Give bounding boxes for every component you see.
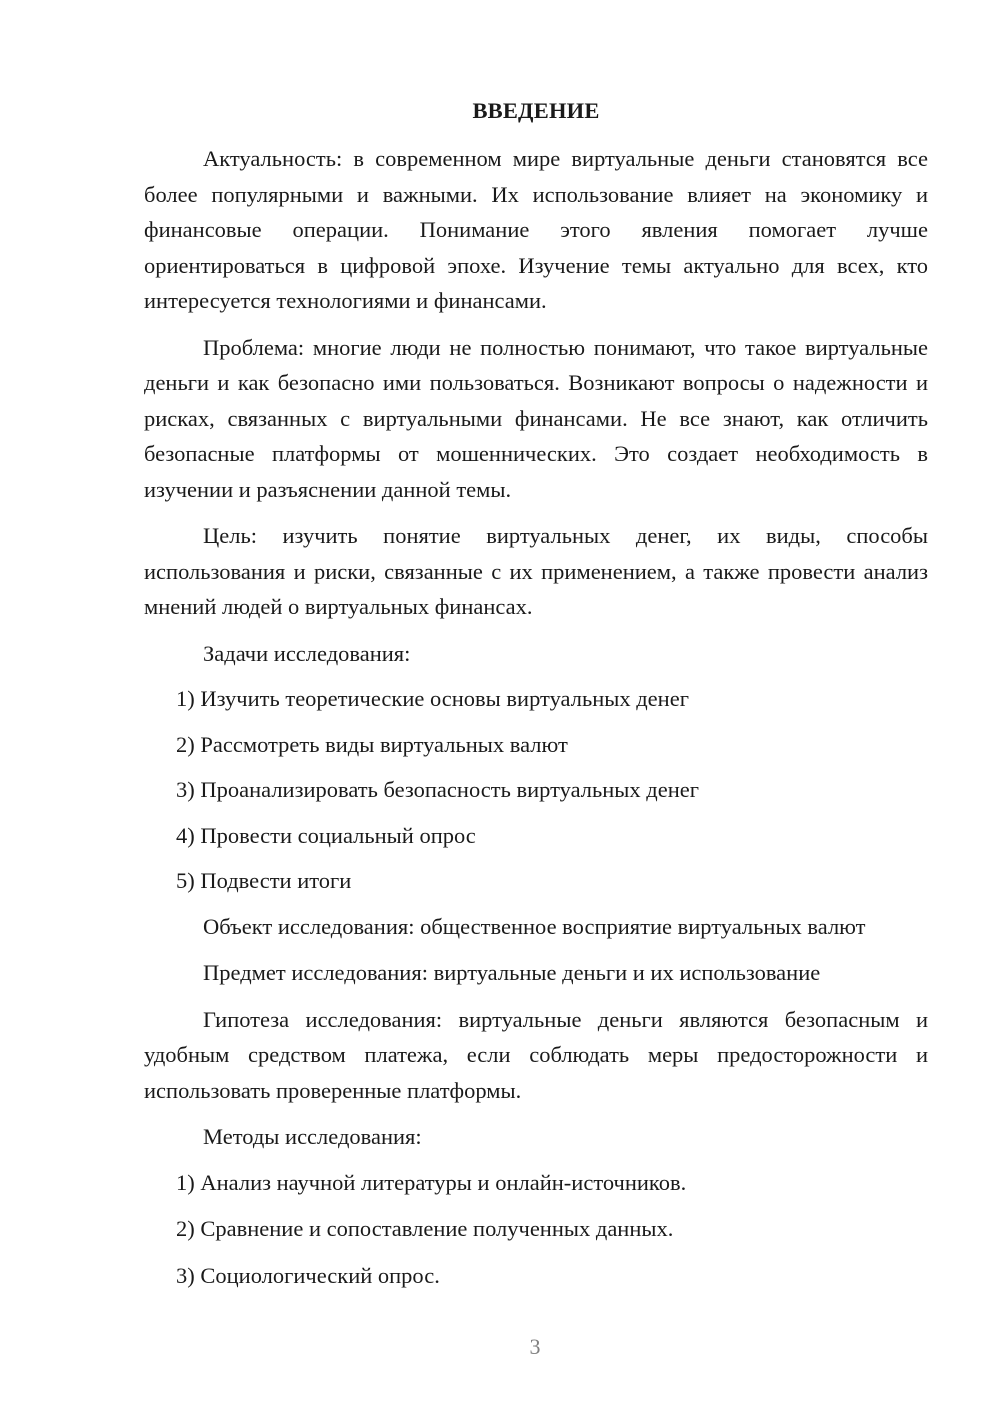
- subject-paragraph: Предмет исследования: виртуальные деньги и их использование: [203, 960, 821, 985]
- task-item: 2) Рассмотреть виды виртуальных валют: [176, 731, 568, 757]
- methods-heading: Методы исследования:: [203, 1124, 422, 1149]
- task-item: 5) Подвести итоги: [176, 868, 352, 893]
- document-page: [144, 96, 928, 1304]
- object-paragraph: Объект исследования: общественное восприятие виртуальных валют: [203, 913, 866, 939]
- task-item: 4) Провести социальный опрос: [176, 822, 476, 848]
- methods-list: [144, 1165, 928, 1294]
- tasks-heading: Задачи исследования:: [203, 640, 411, 666]
- problem-paragraph: Проблема: многие люди не полностью понимают, что такое виртуальные деньги и как безопасно ими пользоваться. Возникают вопросы о надежности и рисках, связанных с виртуальными финансами. Не все знают, как отличить безопасные платформы от мошеннических. Это создает необходимость в изучении и разъяснении данной темы.: [144, 334, 928, 502]
- tasks-list: [144, 681, 928, 899]
- hypothesis-paragraph: Гипотеза исследования: виртуальные деньги являются безопасным и удобным средством платежа, если соблюдать меры предосторожности и использовать проверенные платформы.: [144, 1006, 928, 1103]
- goal-paragraph: Цель: изучить понятие виртуальных денег, их виды, способы использования и риски, связанные с их применением, а также провести анализ мнений людей о виртуальных финансах.: [144, 523, 928, 619]
- task-item: 3) Проанализировать безопасность виртуальных денег: [176, 777, 699, 802]
- section-title: ВВЕДЕНИЕ: [472, 98, 600, 123]
- method-item: 1) Анализ научной литературы и онлайн-источников.: [176, 1169, 687, 1195]
- relevance-paragraph: Актуальность: в современном мире виртуальные деньги становятся все более популярными и важными. Их использование влияет на экономику и финансовые операции. Понимание этого явления помогает лучше ориентироваться в цифровой эпохе. Изучение темы актуально для всех, кто интересуется технологиями и финансами.: [144, 146, 928, 313]
- page-number: 3: [529, 1334, 541, 1359]
- method-item: 3) Социологический опрос.: [176, 1262, 440, 1288]
- method-item: 2) Сравнение и сопоставление полученных данных.: [176, 1216, 674, 1241]
- task-item: 1) Изучить теоретические основы виртуальных денег: [176, 686, 689, 711]
